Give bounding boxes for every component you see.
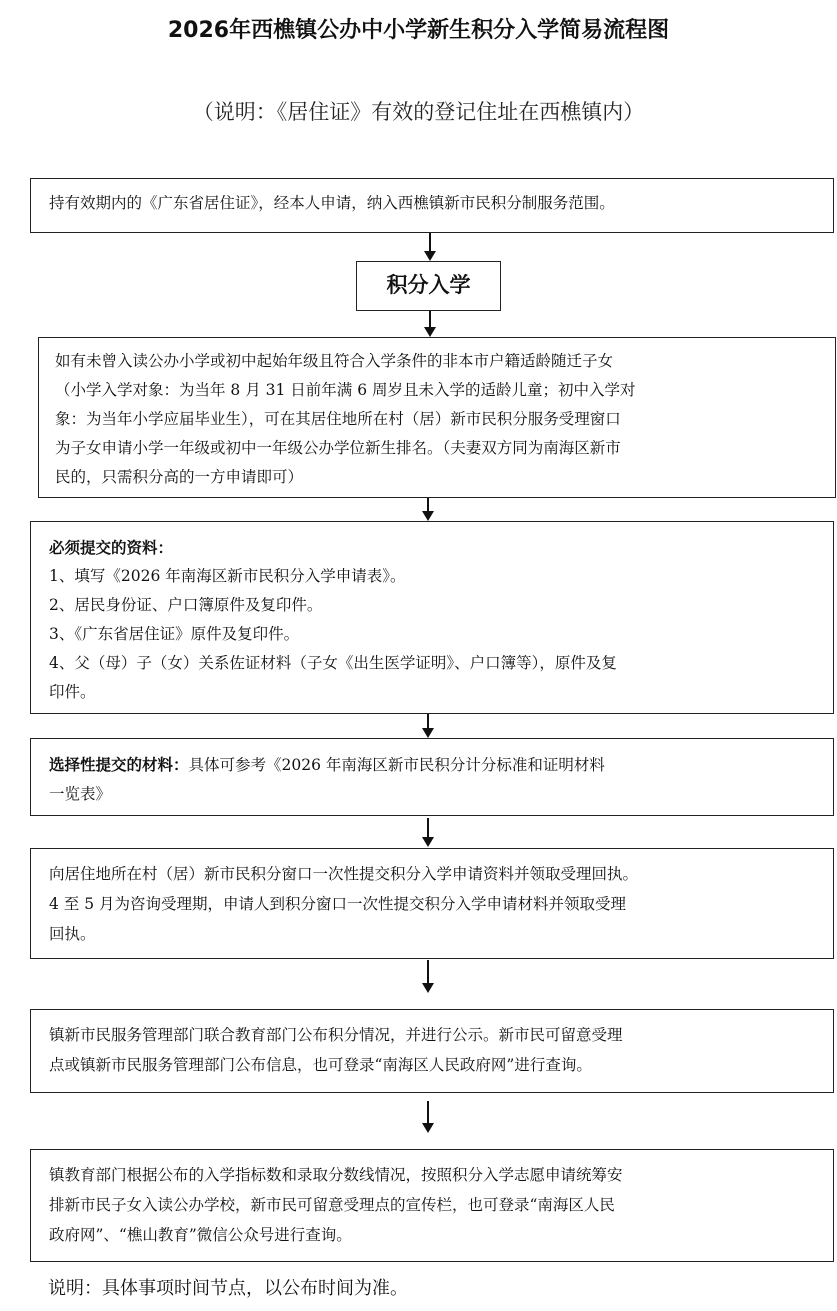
required-document-item: 2、居民身份证、户口簿原件及复印件。	[49, 596, 323, 614]
submit-application-line: 回执。	[49, 925, 96, 943]
eligibility-line: 民的，只需积分高的一方申请即可）	[55, 468, 304, 486]
optional-materials-text: 具体可参考《2026 年南海区新市民积分计分标准和证明材料	[188, 756, 605, 774]
submit-application-box	[30, 848, 834, 959]
arrow-down-icon	[421, 498, 435, 521]
arrow-down-icon	[421, 714, 435, 738]
eligibility-box	[38, 337, 836, 498]
optional-materials-heading: 选择性提交的材料：	[49, 755, 189, 774]
publicity-line: 镇新市民服务管理部门联合教育部门公布积分情况，并进行公示。新市民可留意受理	[49, 1026, 623, 1044]
publicity-line: 点或镇新市民服务管理部门公布信息，也可登录“南海区人民政府网”进行查询。	[49, 1056, 592, 1074]
eligibility-line: 如有未曾入读公办小学或初中起始年级且符合入学条件的非本市户籍适龄随迁子女	[55, 352, 614, 370]
optional-materials-text: 一览表》	[49, 785, 112, 803]
points-admission-box	[356, 261, 501, 311]
required-document-item: 印件。	[49, 683, 96, 701]
page-subtitle: （说明：《居住证》有效的登记住址在西樵镇内）	[192, 100, 645, 124]
arrow-down-icon	[421, 960, 435, 993]
step-residence-permit-text: 持有效期内的《广东省居住证》，经本人申请，纳入西樵镇新市民积分制服务范围。	[49, 194, 615, 212]
school-placement-box	[30, 1149, 834, 1262]
optional-materials-box	[30, 738, 834, 816]
page-title: 2026年西樵镇公办中小学新生积分入学简易流程图	[167, 18, 670, 43]
school-placement-line: 政府网”、“樵山教育”微信公众号进行查询。	[49, 1226, 352, 1244]
publicity-box	[30, 1009, 834, 1093]
school-placement-line: 镇教育部门根据公布的入学指标数和录取分数线情况，按照积分入学志愿申请统筹安	[49, 1166, 623, 1184]
footer-note: 说明：具体事项时间节点，以公布时间为准。	[48, 1278, 408, 1299]
submit-application-line: 4 至 5 月为咨询受理期，申请人到积分窗口一次性提交积分入学申请材料并领取受理	[49, 895, 627, 913]
required-document-item: 4、父（母）子（女）关系佐证材料（子女《出生医学证明》、户口簿等），原件及复	[49, 654, 617, 672]
step-residence-permit-box	[30, 178, 834, 233]
eligibility-line: 为子女申请小学一年级或初中一年级公办学位新生排名。（夫妻双方同为南海区新市	[55, 439, 621, 457]
required-document-item: 1、填写《2026 年南海区新市民积分入学申请表》。	[49, 567, 406, 585]
eligibility-line: 象：为当年小学应届毕业生），可在其居住地所在村（居）新市民积分服务受理窗口	[55, 410, 621, 428]
required-documents-box	[30, 521, 834, 714]
submit-application-line: 向居住地所在村（居）新市民积分窗口一次性提交积分入学申请资料并领取受理回执。	[49, 865, 639, 883]
arrow-down-icon	[421, 1101, 435, 1133]
arrow-down-icon	[423, 233, 437, 261]
eligibility-line: （小学入学对象：为当年 8 月 31 日前年满 6 周岁且未入学的适龄儿童；初中入学对	[55, 381, 636, 399]
arrow-down-icon	[421, 818, 435, 847]
school-placement-line: 排新市民子女入读公办学校，新市民可留意受理点的宣传栏，也可登录“南海区人民	[49, 1196, 615, 1214]
points-admission-label: 积分入学	[386, 273, 471, 297]
required-documents-heading: 必须提交的资料：	[49, 538, 174, 557]
arrow-down-icon	[423, 311, 437, 337]
required-document-item: 3、《广东省居住证》原件及复印件。	[49, 625, 300, 643]
